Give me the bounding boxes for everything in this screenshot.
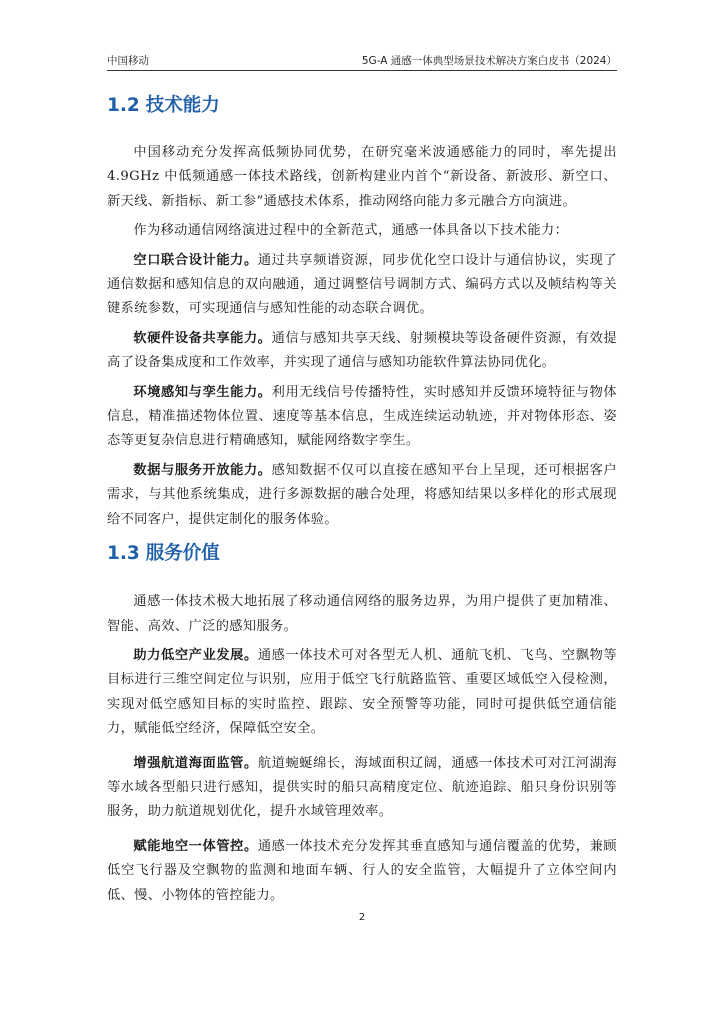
paragraph xyxy=(107,835,617,908)
paragraph-lead: 空口联合设计能力。 xyxy=(133,252,258,268)
paragraph-lead: 软硬件设备共享能力。 xyxy=(133,330,272,346)
section-heading-tech xyxy=(107,94,617,118)
paragraph: 通感一体技术极大地拓展了移动通信网络的服务边界，为用户提供了更加精准、智能、高效、广泛的感知服务。 xyxy=(107,594,617,634)
section-title: 技术能力 xyxy=(145,95,220,116)
section-title: 服务价值 xyxy=(145,543,220,565)
paragraph xyxy=(107,459,617,532)
paragraph xyxy=(107,381,617,454)
paragraph-body: 通感一体技术充分发挥其垂直感知与通信覆盖的优势，兼顾低空飞行器及空飘物的监测和地面车辆、行人的安全监管，大幅提升了立体空间内低、慢、小物体的管控能力。 xyxy=(107,838,617,903)
paragraph xyxy=(107,249,617,322)
page-content xyxy=(107,82,617,908)
header-right: 5G-A 通感一体典型场景技术解决方案白皮书（2024） xyxy=(361,55,617,67)
paragraph-body: 利用无线信号传播特性，实时感知并反馈环境特征与物体信息，精准描述物体位置、速度等基本信息，生成连续运动轨迹，并对物体形态、姿态等更复杂信息进行精确感知，赋能网络数字孪生。 xyxy=(107,384,618,449)
paragraph xyxy=(107,752,617,825)
paragraph-lead: 赋能地空一体管控。 xyxy=(133,838,258,854)
paragraph-body: 通过共享频谱资源，同步优化空口设计与通信协议，实现了通信数据和感知信息的双向融通，通过调整信号调制方式、编码方式以及帧结构等关键系统参数，可实现通信与感知性能的动态联合调优。 xyxy=(107,252,617,317)
paragraph-lead: 增强航道海面监管。 xyxy=(133,755,258,771)
paragraph xyxy=(107,644,617,742)
page-number: 2 xyxy=(358,912,366,923)
paragraph-body: 航道蜿蜒绵长，海域面积辽阔，通感一体技术可对江河湖海等水域各型船只进行感知，提供实时的船只高精度定位、航迹追踪、船只身份识别等服务，助力航道规划优化，提升水域管理效率。 xyxy=(107,755,617,820)
paragraph-body: 感知数据不仅可以直接在感知平台上呈现，还可根据客户需求，与其他系统集成，进行多源数据的融合处理，将感知结果以多样化的形式展现给不同客户，提供定制化的服务体验。 xyxy=(107,462,618,527)
section-heading-value xyxy=(107,542,617,566)
paragraph-lead: 数据与服务开放能力。 xyxy=(133,462,272,478)
paragraph-body: 通感一体技术可对各型无人机、通航飞机、飞鸟、空飘物等目标进行三维空间定位与识别，应用于低空飞行航路监管、重要区域低空入侵检测，实现对低空感知目标的实时监控、跟踪、安全预警等功能，同时可提供低空通信能力，赋能低空经济，保障低空安全。 xyxy=(107,647,617,737)
page-header xyxy=(107,50,617,71)
section-number: 1.2 xyxy=(107,95,140,116)
paragraph: 作为移动通信网络演进过程中的全新范式，通感一体具备以下技术能力： xyxy=(133,223,569,239)
paragraph-body: 通信与感知共享天线、射频模块等设备硬件资源，有效提高了设备集成度和工作效率，并实现了通信与感知功能软件算法协同优化。 xyxy=(107,330,618,371)
paragraph: 中国移动充分发挥高低频协同优势，在研究毫米波通感能力的同时，率先提出 4.9GHz 中低频通感一体技术路线，创新构建业内首个“新设备、新波形、新空口、新天线、新指标、新工参”通感技术体系，推动网络向能力多元融合方向演进。 xyxy=(107,145,617,209)
paragraph xyxy=(107,327,617,376)
header-left: 中国移动 xyxy=(107,55,149,67)
paragraph-lead: 助力低空产业发展。 xyxy=(133,647,258,663)
paragraph-lead: 环境感知与孪生能力。 xyxy=(133,384,272,400)
section-number: 1.3 xyxy=(107,543,140,565)
